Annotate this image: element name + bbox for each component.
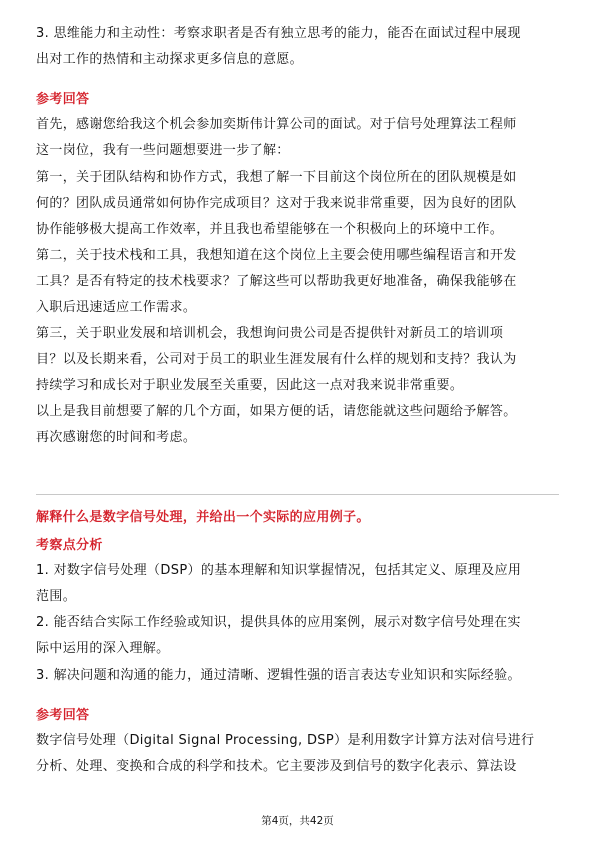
answer-line: 首先，感谢您给我这个机会参加奕斯伟计算公司的面试。对于信号处理算法工程师 bbox=[36, 117, 517, 132]
page-number-footer: 第4页，共42页 bbox=[261, 815, 334, 827]
analysis-point-line: 2. 能否结合实际工作经验或知识，提供具体的应用案例，展示对数字信号处理在实 bbox=[36, 615, 521, 630]
answer-line: 分析、处理、变换和合成的科学和技术。它主要涉及到信号的数字化表示、算法设 bbox=[36, 759, 517, 774]
answer-line: 持续学习和成长对于职业发展至关重要，因此这一点对我来说非常重要。 bbox=[36, 378, 464, 393]
answer-line: 再次感谢您的时间和考虑。 bbox=[36, 430, 197, 445]
answer-line: 第一，关于团队结构和协作方式，我想了解一下目前这个岗位所在的团队规模是如 bbox=[36, 170, 517, 185]
answer-line: 入职后迅速适应工作需求。 bbox=[36, 300, 197, 315]
answer-line: 协作能够极大提高工作效率，并且我也希望能够在一个积极向上的环境中工作。 bbox=[36, 222, 504, 237]
answer-line: 何的？团队成员通常如何协作完成项目？这对于我来说非常重要，因为良好的团队 bbox=[36, 196, 517, 211]
answer-line: 目？以及长期来看，公司对于员工的职业生涯发展有什么样的规划和支持？我认为 bbox=[36, 352, 517, 367]
answer-line: 第三，关于职业发展和培训机会，我想询问贵公司是否提供针对新员工的培训项 bbox=[36, 326, 504, 341]
answer-line: 以上是我目前想要了解的几个方面，如果方便的话，请您能就这些问题给予解答。 bbox=[36, 404, 517, 419]
analysis-point-line: 范围。 bbox=[36, 589, 77, 604]
answer-line: 第二，关于技术栈和工具，我想知道在这个岗位上主要会使用哪些编程语言和开发 bbox=[36, 248, 517, 263]
question-title: 解释什么是数字信号处理，并给出一个实际的应用例子。 bbox=[36, 510, 370, 525]
analysis-point-3-line-2: 出对工作的热情和主动探求更多信息的意愿。 bbox=[36, 52, 304, 67]
analysis-heading: 考察点分析 bbox=[36, 538, 103, 553]
reference-answer-heading: 参考回答 bbox=[36, 92, 90, 107]
analysis-point-line: 1. 对数字信号处理（DSP）的基本理解和知识掌握情况，包括其定义、原理及应用 bbox=[36, 563, 522, 578]
analysis-point-3-line-1: 3. 思维能力和主动性：考察求职者是否有独立思考的能力，能否在面试过程中展现 bbox=[36, 26, 521, 41]
section-divider bbox=[36, 494, 559, 495]
reference-answer-heading-2: 参考回答 bbox=[36, 708, 90, 723]
analysis-point-line: 3. 解决问题和沟通的能力，通过清晰、逻辑性强的语言表达专业知识和实际经验。 bbox=[36, 668, 521, 683]
answer-line: 这一岗位，我有一些问题想要进一步了解： bbox=[36, 143, 290, 158]
answer-line: 工具？是否有特定的技术栈要求？了解这些可以帮助我更好地准备，确保我能够在 bbox=[36, 274, 517, 289]
answer-line: 数字信号处理（Digital Signal Processing, DSP）是利用数字计算方法对信号进行 bbox=[36, 733, 535, 748]
analysis-point-line: 际中运用的深入理解。 bbox=[36, 641, 170, 656]
